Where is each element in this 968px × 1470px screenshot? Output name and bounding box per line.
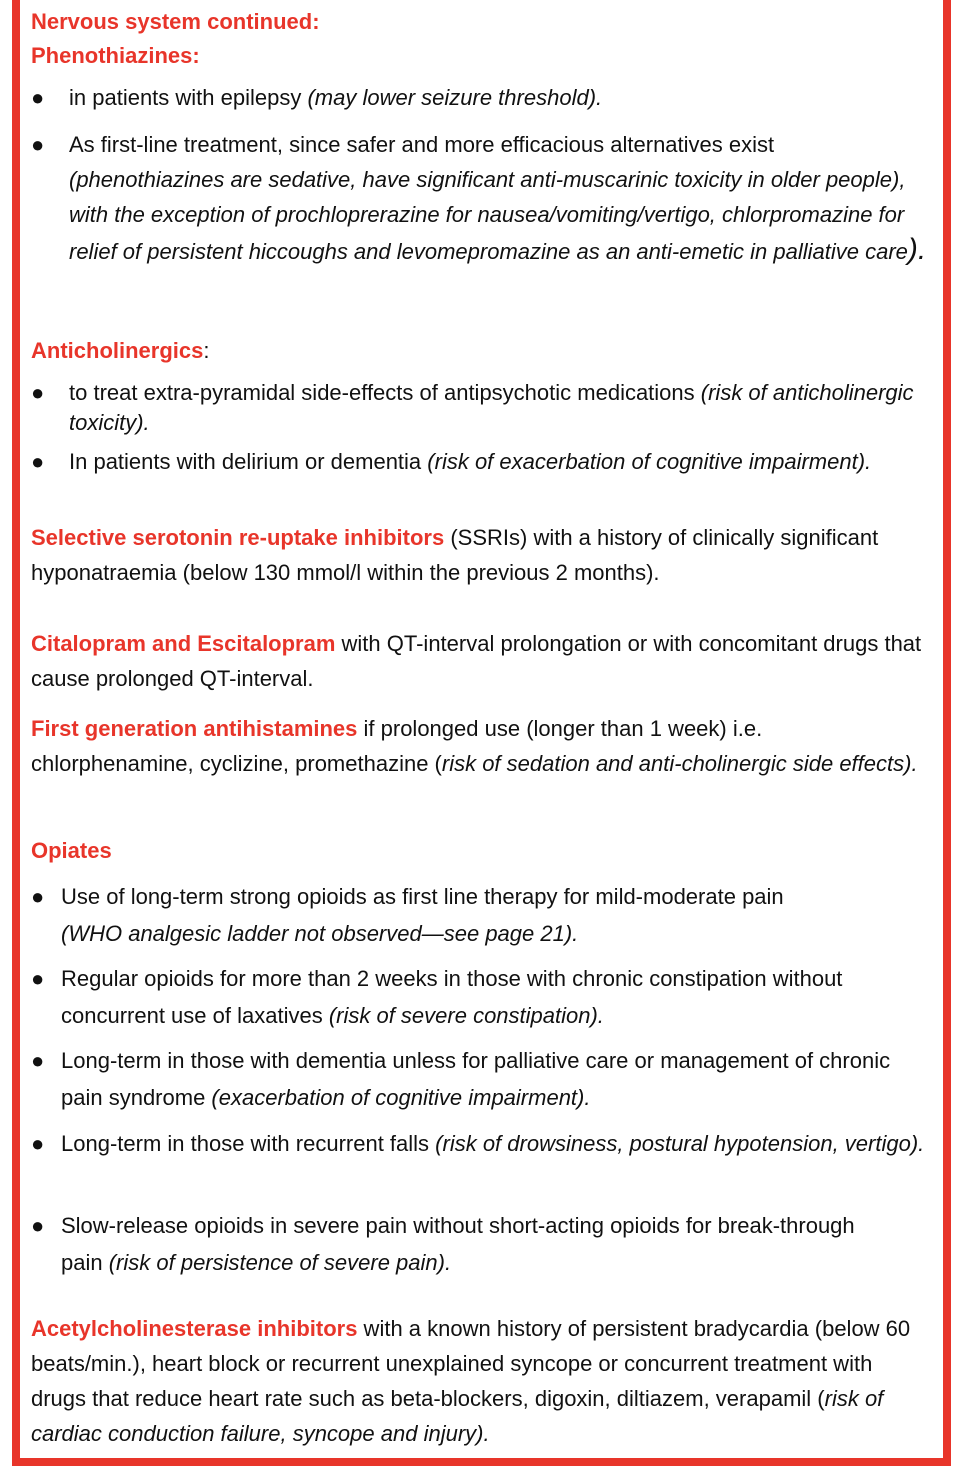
bullet-icon: ● — [31, 132, 45, 157]
paragraph-antihistamines: First generation antihistamines if prolonged use (longer than 1 week) i.e. chlorphenamine, cyclizine, promethazine (risk of sedation and anti-cholinergic side effects). — [31, 716, 918, 776]
item-note-end: ). — [907, 233, 927, 266]
paragraph-acetylcholinesterase: Acetylcholinesterase inhibitors with a known history of persistent bradycardia (below 60 beats/min.), heart block or recurrent unexplained syncope or concurrent treatment with drugs that reduce heart rate such as beta-blockers, digoxin, diltiazem, verapamil (risk of cardiac conduction failure, syncope and injury). — [31, 1316, 911, 1446]
item-note: (risk of severe constipation). — [328, 1003, 604, 1028]
bullet-icon: ● — [31, 85, 45, 110]
bullet-icon: ● — [31, 966, 45, 991]
item-note: (risk of anticholinergic toxicity). — [69, 380, 914, 435]
item-note: (risk of exacerbation of cognitive impairment). — [427, 449, 872, 474]
heading-opiates: Opiates — [31, 838, 112, 863]
bullet-icon: ● — [31, 380, 45, 405]
bullet-icon: ● — [31, 1213, 45, 1238]
paragraph-ssri: Selective serotonin re-uptake inhibitors (SSRIs) with a history of clinically significant hyponatraemia (below 130 mmol/l within the previous 2 months). — [31, 525, 879, 585]
heading-phenothiazines: Phenothiazines: — [31, 43, 200, 68]
heading-acetylcholinesterase: Acetylcholinesterase inhibitors — [31, 1316, 358, 1341]
item-note: (may lower seizure threshold). — [307, 85, 603, 110]
bullet-icon: ● — [31, 884, 45, 909]
paragraph-citalopram: Citalopram and Escitalopram with QT-interval prolongation or with concomitant drugs that cause prolonged QT-interval. — [31, 631, 922, 691]
bullet-icon: ● — [31, 1131, 45, 1156]
item-text: Use of long-term strong opioids as first line therapy for mild-moderate pain — [61, 884, 784, 909]
item-note: (risk of drowsiness, postural hypotension, vertigo). — [435, 1131, 925, 1156]
heading-anticholinergics-line: Anticholinergics: — [31, 338, 210, 363]
item-text: to treat extra-pyramidal side-effects of antipsychotic medications — [69, 380, 701, 405]
item-text: Long-term in those with dementia unless for palliative care or management of chronic pain syndrome — [61, 1048, 891, 1110]
item-text: In patients with delirium or dementia — [69, 449, 428, 474]
bullet-icon: ● — [31, 449, 45, 474]
item-text: Regular opioids for more than 2 weeks in those with chronic constipation without concurrent use of laxatives — [61, 966, 843, 1028]
heading-citalopram: Citalopram and Escitalopram — [31, 631, 336, 656]
item-note: (exacerbation of cognitive impairment). — [211, 1085, 591, 1110]
heading-ssri: Selective serotonin re-uptake inhibitors — [31, 525, 445, 550]
section-title: Nervous system continued: — [31, 9, 320, 34]
item-note: (risk of persistence of severe pain). — [108, 1250, 452, 1275]
item-note: (WHO analgesic ladder not observed—see page 21). — [61, 921, 579, 946]
bullet-icon: ● — [31, 1048, 45, 1073]
item-text: Long-term in those with recurrent falls — [61, 1131, 436, 1156]
item-text: Slow-release opioids in severe pain without short-acting opioids for break-through pain — [61, 1213, 855, 1275]
item-note: (phenothiazines are sedative, have significant anti-muscarinic toxicity in older people), with the exception of prochloprerazine for nausea/vomiting/vertigo, chlorpromazine for relief of persistent hiccoughs and levomepromazine as an anti-emetic in palliative care — [69, 167, 908, 264]
item-text: As first-line treatment, since safer and more efficacious alternatives exist — [69, 132, 775, 157]
item-text: in patients with epilepsy — [69, 85, 308, 110]
heading-antihistamines: First generation antihistamines — [31, 716, 358, 741]
heading-anticholinergics: Anticholinergics — [31, 338, 204, 363]
